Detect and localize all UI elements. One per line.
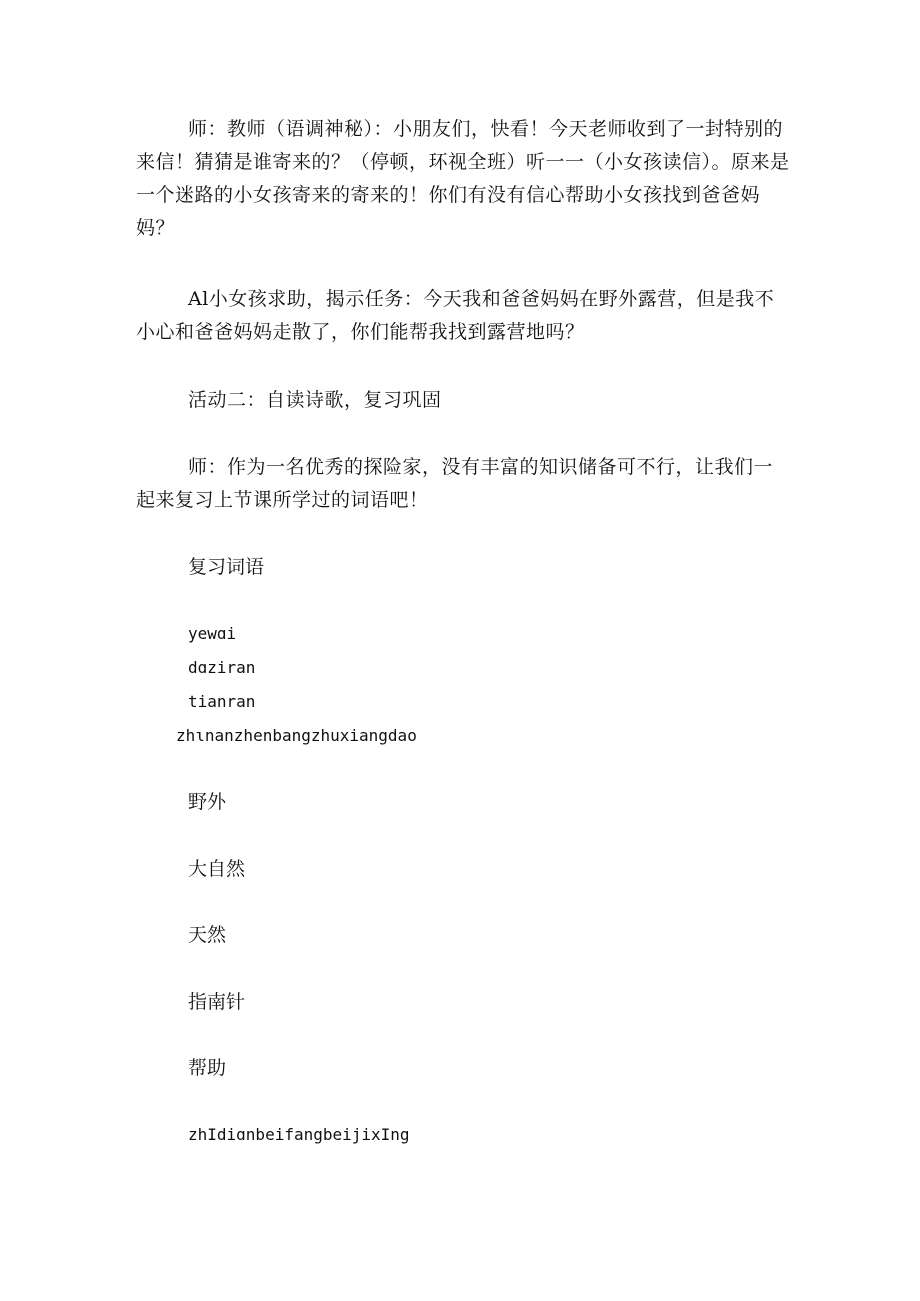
word-zhi-nan-zhen: 指南针	[188, 991, 246, 1013]
pinyin-line-4: zhɩnanzhenbangzhuxiangdao	[176, 726, 417, 745]
word-bang-zhu: 帮助	[188, 1057, 227, 1079]
word-da-zi-ran: 大自然	[188, 858, 246, 880]
review-words-heading: 复习词语	[188, 556, 265, 578]
pinyin-line-3: tianran	[188, 692, 256, 711]
pinyin-line-2: dɑziran	[188, 658, 256, 677]
paragraph-teacher-intro: 师：教师（语调神秘）：小朋友们，快看！今天老师收到了一封特别的来信！猜猜是谁寄来的？（停顿，环视全班）听一一（小女孩读信）。原来是一个迷路的小女孩寄来的寄来的！你们有没有信心帮助小女孩找到爸爸妈妈？	[136, 118, 790, 239]
word-ye-wai: 野外	[188, 791, 227, 813]
pinyin-final-line: zhIdiɑnbeifangbeijixIng	[188, 1125, 410, 1144]
word-tian-ran: 天然	[188, 924, 227, 946]
paragraph-activity-two: 活动二：自读诗歌，复习巩固	[188, 389, 442, 411]
paragraph-girl-help: Al小女孩求助，揭示任务：今天我和爸爸妈妈在野外露营，但是我不小心和爸爸妈妈走散了，你们能帮我找到露营地吗？	[136, 288, 775, 343]
paragraph-teacher-review: 师：作为一名优秀的探险家，没有丰富的知识储备可不行，让我们一起来复习上节课所学过的词语吧！	[136, 456, 774, 511]
pinyin-line-1: yewɑi	[188, 624, 237, 643]
